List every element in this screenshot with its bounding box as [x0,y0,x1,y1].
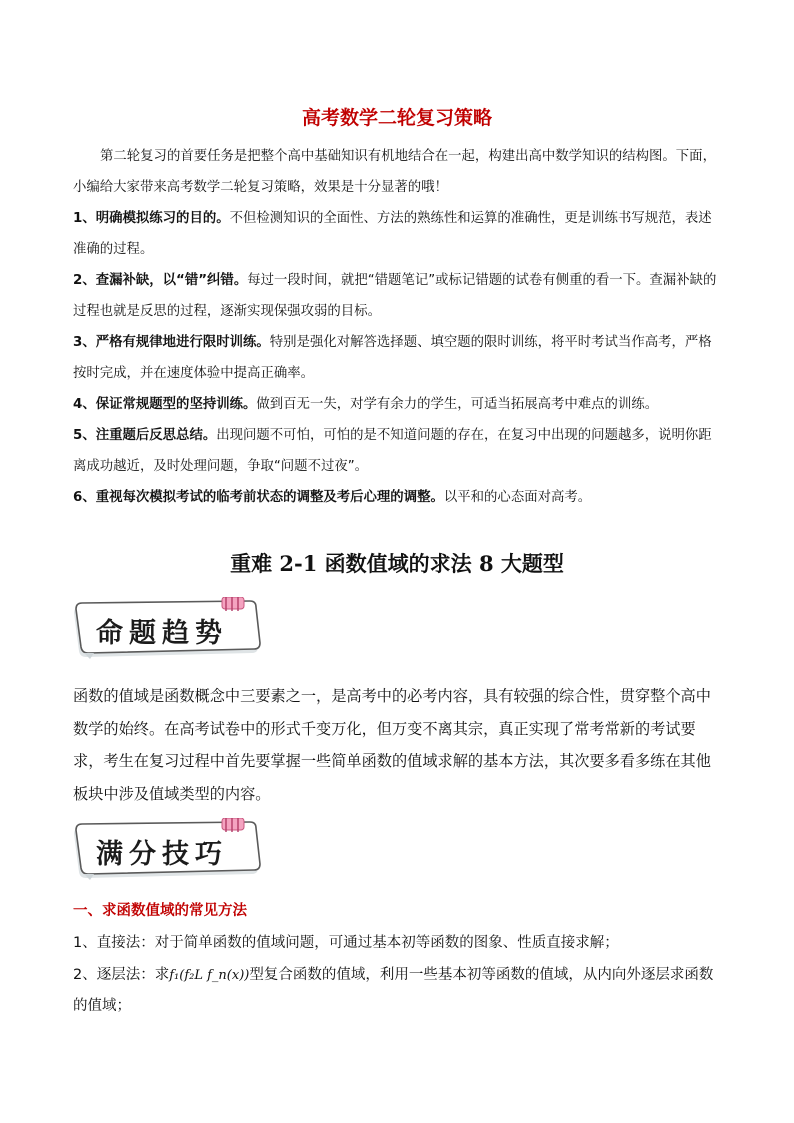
trend-paragraph: 函数的值域是函数概念中三要素之一，是高考中的必考内容，具有较强的综合性，贯穿整个高中数学的始终。在高考试卷中的形式千变万化，但万变不离其宗，真正实现了常考常新的考试要求，考生在复习过程中首先要掌握一些简单函数的值域求解的基本方法，其次要多看多练在其他板块中涉及值域类型的内容。 [73,687,711,803]
point-text: 每过一段时间，就把“错题笔记”或标记错题的试卷有侧重的看一下。查漏补缺的过程也就是反思的过程，逐渐实现保强攻弱的目标。 [73,273,717,319]
chapter-title: 重难 2-1 函数值域的求法 8 大题型 [230,551,564,576]
strategy-point-4 [73,389,723,420]
strategy-point-3 [73,327,723,389]
strategy-point-6 [73,482,723,513]
banner-trend [72,597,268,661]
point-lead: 3、严格有规律地进行限时训练。 [73,335,270,350]
banner-skill [72,818,268,882]
point-lead: 1、明确模拟练习的目的。 [73,211,230,226]
banner-skill-label: 满分技巧 [96,839,228,870]
strategy-point-5 [73,420,723,482]
banner-trend-label: 命题趋势 [96,618,228,649]
strategy-intro: 第二轮复习的首要任务是把整个高中基础知识有机地结合在一起，构建出高中数学知识的结构图。下面，小编给大家带来高考数学二轮复习策略，效果是十分显著的哦！ [73,149,716,195]
method-layered [73,960,723,1022]
point-text: 做到百无一失，对学有余力的学生，可适当拓展高考中难点的训练。 [256,397,659,412]
point-lead: 6、重视每次模拟考试的临考前状态的调整及考后心理的调整。 [73,490,444,505]
strategy-title: 高考数学二轮复习策略 [301,107,492,129]
point-lead: 2、查漏补缺，以“错”纠错。 [73,273,248,288]
point-text: 特别是强化对解答选择题、填空题的限时训练，将平时考试当作高考，严格按时完成，并在速度体验中提高正确率。 [73,335,712,381]
strategy-point-2 [73,265,723,327]
strategy-point-1 [73,203,723,265]
paper-clip-icon [222,818,244,832]
point-text: 出现问题不可怕，可怕的是不知道问题的存在，在复习中出现的问题越多，说明你距离成功越近，及时处理问题，争取“问题不过夜”。 [73,428,712,474]
composite-formula: f₁(f₂L f_n(x)) [169,968,250,983]
point-text: 以平和的心态面对高考。 [443,490,592,505]
point-lead: 5、注重题后反思总结。 [73,428,217,443]
method-direct: 1、直接法：对于简单函数的值域问题，可通过基本初等函数的图象、性质直接求解； [73,935,619,951]
method-layered-suffix: 型复合函数的值域，利用一些基本初等函数的值域，从内向外逐层求函数的值域； [73,967,714,1014]
method-layered-prefix: 2、逐层法：求 [73,967,170,983]
paper-clip-icon [222,597,244,611]
methods-heading: 一、求函数值域的常见方法 [73,903,247,919]
point-text: 不但检测知识的全面性、方法的熟练性和运算的准确性，更是训练书写规范，表述准确的过程。 [73,211,712,257]
point-lead: 4、保证常规题型的坚持训练。 [73,397,257,412]
